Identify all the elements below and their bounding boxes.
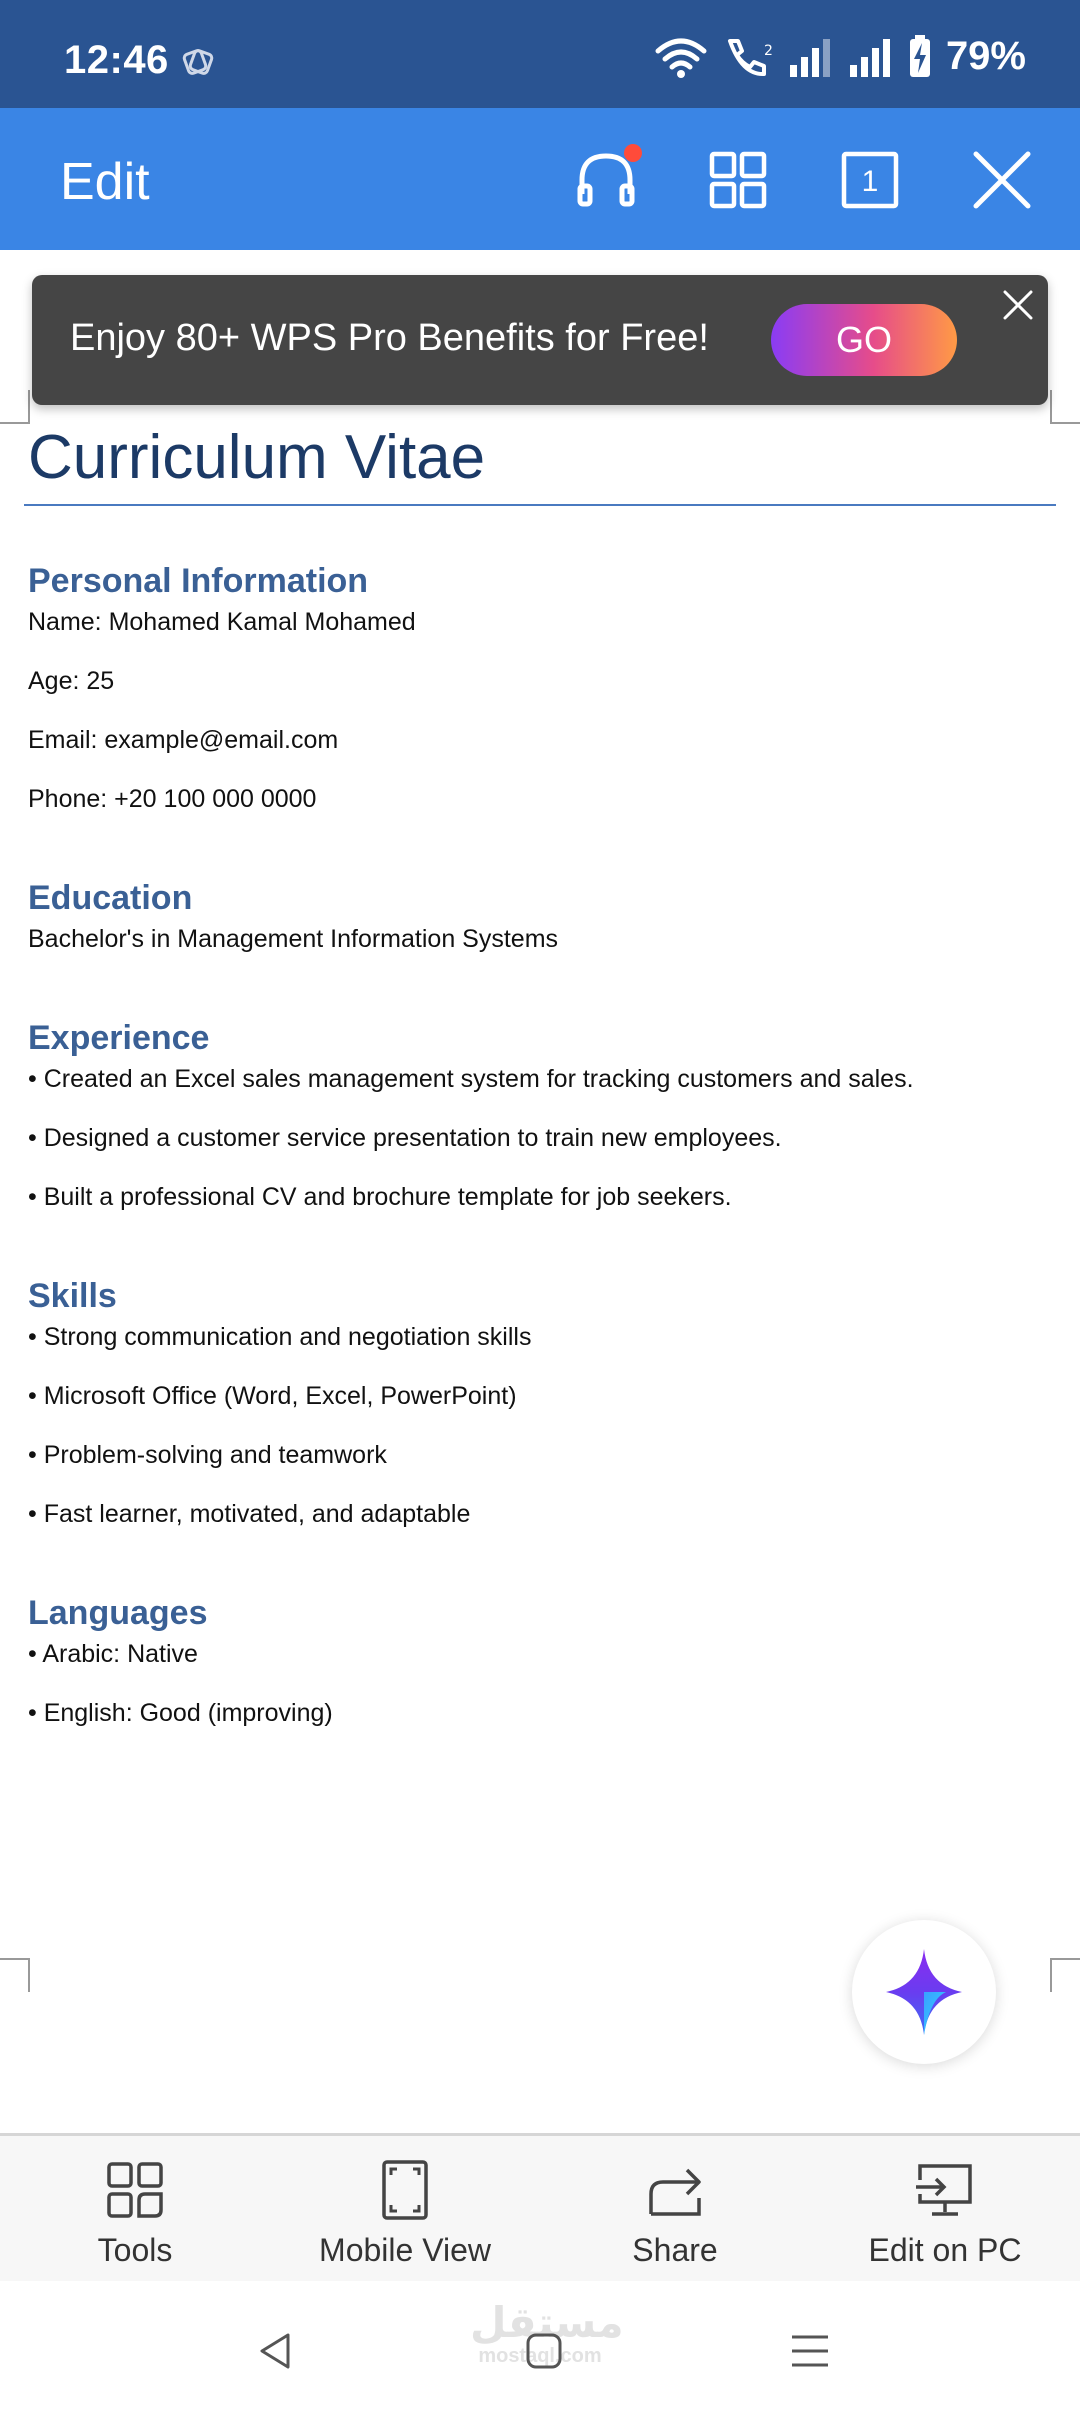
mobile-view-label: Mobile View (319, 2232, 491, 2268)
close-button[interactable] (966, 144, 1038, 216)
mobile-view-button[interactable] (270, 2136, 540, 2284)
tools-label: Tools (97, 2232, 173, 2268)
system-navigation-bar (0, 2281, 1080, 2412)
skill-item: • Problem-solving and teamwork (28, 1441, 387, 1469)
ai-sparkle-icon (884, 1947, 964, 2037)
language-item: • Arabic: Native (28, 1640, 198, 1668)
section-heading-experience: Experience (28, 1019, 210, 1057)
document-title: Curriculum Vitae (28, 423, 486, 492)
recent-apps-button[interactable] (780, 2321, 840, 2381)
status-bar (0, 0, 1080, 108)
battery-percent: 79% (945, 34, 1026, 78)
notification-dot (624, 144, 642, 162)
signal-1-icon (788, 37, 834, 77)
page-corner-mark (0, 1958, 30, 1992)
edit-title: Edit (60, 153, 150, 211)
watermark-sub: mostaql.com (478, 2345, 602, 2367)
wifi-icon (654, 35, 708, 79)
section-heading-education: Education (28, 879, 193, 917)
signal-2-icon (848, 37, 894, 77)
app-header (0, 108, 1080, 250)
language-item: • English: Good (improving) (28, 1699, 333, 1727)
skill-item: • Fast learner, motivated, and adaptable (28, 1500, 471, 1528)
close-icon (1002, 289, 1034, 321)
svg-text:2: 2 (763, 42, 773, 59)
page-count-value: 1 (861, 165, 879, 198)
experience-item: • Created an Excel sales management system for tracking customers and sales. (28, 1065, 914, 1093)
page-corner-mark (0, 390, 30, 424)
personal-name: Name: Mohamed Kamal Mohamed (28, 608, 416, 636)
home-button[interactable] (514, 2321, 574, 2381)
bottom-toolbar (0, 2133, 1080, 2281)
tools-icon (105, 2160, 165, 2220)
headphones-button[interactable] (570, 144, 642, 216)
watermark-text: مستقل (470, 2299, 624, 2346)
wifi-calling-icon (722, 35, 774, 79)
share-icon (645, 2160, 705, 2220)
education-line: Bachelor's in Management Information Systems (28, 925, 559, 953)
section-heading-personal: Personal Information (28, 562, 369, 600)
skill-item: • Microsoft Office (Word, Excel, PowerPoint) (28, 1382, 517, 1410)
grid-icon (708, 150, 768, 210)
edit-on-pc-button[interactable] (810, 2136, 1080, 2284)
personal-phone: Phone: +20 100 000 0000 (28, 785, 317, 813)
battery-charging-icon (908, 35, 932, 79)
app-icon (180, 44, 216, 80)
document-body (28, 560, 1048, 1733)
back-icon (256, 2331, 296, 2371)
home-icon (524, 2331, 564, 2371)
document-page[interactable] (0, 250, 1080, 2135)
close-icon (972, 150, 1032, 210)
grid-button[interactable] (702, 144, 774, 216)
section-heading-languages: Languages (28, 1594, 208, 1632)
edit-on-pc-icon (914, 2160, 976, 2220)
status-time: 12:46 (64, 38, 169, 82)
page-corner-mark (1050, 1958, 1080, 1992)
back-button[interactable] (246, 2321, 306, 2381)
go-button[interactable]: GO (771, 304, 957, 376)
ai-assistant-button[interactable] (852, 1920, 996, 2064)
experience-item: • Designed a customer service presentation to train new employees. (28, 1124, 782, 1152)
page-count-icon (840, 150, 900, 210)
edit-on-pc-label: Edit on PC (868, 2232, 1022, 2268)
tools-button[interactable] (0, 2136, 270, 2284)
share-button[interactable] (540, 2136, 810, 2284)
skill-item: • Strong communication and negotiation skills (28, 1323, 532, 1351)
personal-email: Email: example@email.com (28, 726, 339, 754)
page-count-button[interactable] (834, 144, 906, 216)
promo-close-button[interactable] (998, 285, 1038, 325)
page-corner-mark (1050, 390, 1080, 424)
mobile-view-icon (380, 2159, 430, 2221)
experience-item: • Built a professional CV and brochure template for job seekers. (28, 1183, 732, 1211)
promo-banner[interactable] (32, 275, 1048, 405)
promo-text: Enjoy 80+ WPS Pro Benefits for Free! (70, 317, 709, 359)
personal-age: Age: 25 (28, 667, 115, 695)
title-divider (24, 504, 1056, 506)
menu-icon (790, 2331, 830, 2371)
share-label: Share (632, 2232, 718, 2268)
section-heading-skills: Skills (28, 1277, 117, 1315)
